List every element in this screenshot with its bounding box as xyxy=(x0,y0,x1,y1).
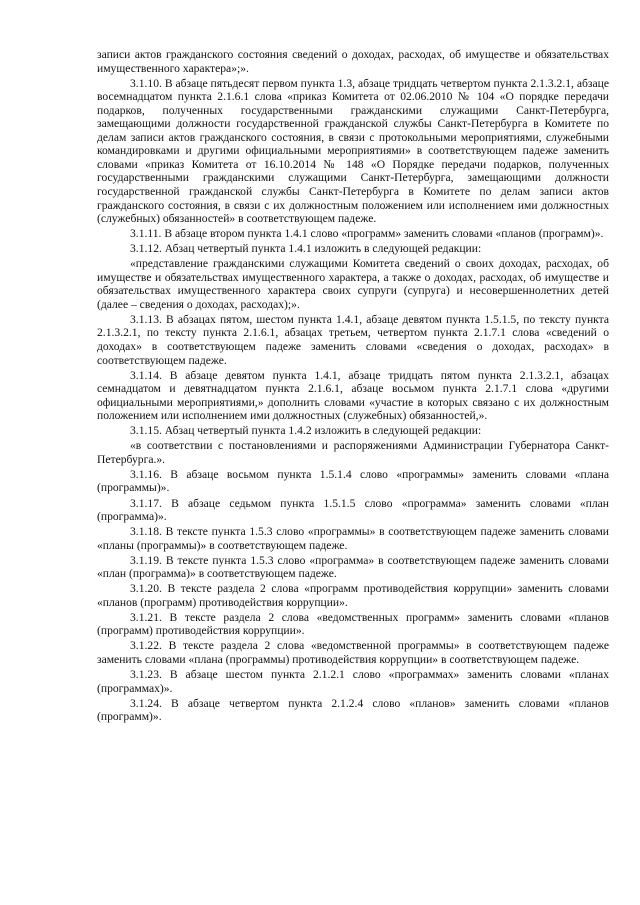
paragraph-3-1-16: 3.1.16. В абзаце восьмом пункта 1.5.1.4 слово «программы» заменить словами «плана (программы)». xyxy=(97,467,609,495)
paragraph-3-1-14: 3.1.14. В абзаце девятом пункта 1.4.1, абзаце тридцать пятом пункта 2.1.3.2.1, абзацах семнадцатом и девятнадцатом пункта 2.1.6.1, абзаце восьмом пункта 2.1.7.1 слова «другими официальными мероприятиями,» дополнить словами «участие в которых связано с их должностным положением или исполнением ими должностных (служебных) обязанностей,». xyxy=(97,368,609,423)
paragraph-3-1-20: 3.1.20. В тексте раздела 2 слова «программ противодействия коррупции» заменить словами «планов (программ) противодействия коррупции». xyxy=(97,582,609,609)
paragraph-3-1-13: 3.1.13. В абзацах пятом, шестом пункта 1.4.1, абзаце девятом пункта 1.5.1.5, по тексту пункта 2.1.3.2.1, по тексту пункта 2.1.6.1, абзацах третьем, четвертом пункта 2.1.7.1 слова «сведений о доходах» в соответствующем падеже заменить словами «сведения о доходах, расходах» в соответствующем падеже. xyxy=(97,312,609,367)
paragraph-3-1-23: 3.1.23. В абзаце шестом пункта 2.1.2.1 слово «программах» заменить словами «планах (программах)». xyxy=(97,668,609,695)
paragraph-3-1-11: 3.1.11. В абзаце втором пункта 1.4.1 слово «программ» заменить словами «планов (программ)». xyxy=(130,227,604,241)
paragraph-3-1-12-quote: «представление гражданскими служащими Комитета сведений о своих доходах, расходах, об имуществе и обязательствах имущественного характера, а также о доходах, расходах, об имуществе и обязательствах имущественного характера своих супруги (супруга) и несовершеннолетних детей (далее – сведения о доходах, расходах);». xyxy=(97,257,609,311)
paragraph-3-1-21: 3.1.21. В тексте раздела 2 слова «ведомственных программ» заменить словами «планов (программ) противодействия коррупции». xyxy=(97,610,609,638)
paragraph-3-1-18: 3.1.18. В тексте пункта 1.5.3 слово «программы» в соответствующем падеже заменить словами «планы (программы)» в соответствующем падеже. xyxy=(97,525,609,552)
paragraph-3-1-22: 3.1.22. В тексте раздела 2 слова «ведомственной программы» в соответствующем падеже заменить словами «плана (программы) противодействия коррупции» в соответствующем падеже. xyxy=(97,639,609,667)
document-body xyxy=(97,48,609,725)
paragraph-3-1-24: 3.1.24. В абзаце четвертом пункта 2.1.2.4 слово «планов» заменить словами «планов (программ)». xyxy=(97,696,609,724)
paragraph-3-1-12: 3.1.12. Абзац четвертый пункта 1.4.1 изложить в следующей редакции: xyxy=(130,242,482,256)
paragraph-3-1-10: 3.1.10. В абзаце пятьдесят первом пункта 1.3, абзаце тридцать четвертом пункта 2.1.3.2.1, абзаце восемнадцатом пункта 2.1.6.1 слова «приказ Комитета от 02.06.2010 № 104 «О порядке передачи подарков, полученных государственными гражданскими служащими Санкт-Петербурга, замещающими должности государственной гражданской службы Санкт-Петербурга в Комитете по делам записи актов гражданского состояния, в связи с протокольными мероприятиями, служебными командировками и другими официальными мероприятиями» в соответствующем падеже заменить словами «приказ Комитета от 16.10.2014 № 148 «О Порядке передачи подарков, полученных государственными гражданскими служащими Санкт-Петербурга, замещающими должности государственной гражданской службы Санкт-Петербурга в Комитете по делам записи актов гражданского состояния, в связи с их должностным положением или исполнением ими должностных (служебных) обязанностей» в соответствующем падеже. xyxy=(97,76,609,226)
paragraph-3-1-17: 3.1.17. В абзаце седьмом пункта 1.5.1.5 слово «программа» заменить словами «план (программа)». xyxy=(97,496,609,524)
paragraph-3-1-15: 3.1.15. Абзац четвертый пункта 1.4.2 изложить в следующей редакции: xyxy=(130,424,482,438)
paragraph-3-1-19: 3.1.19. В тексте пункта 1.5.3 слово «программа» в соответствующем падеже заменить словами «план (программа)» в соответствующем падеже. xyxy=(97,553,609,581)
paragraph-continuation: записи актов гражданского состояния сведений о доходах, расходах, об имуществе и обязательствах имущественного характера»;». xyxy=(97,48,609,75)
paragraph-3-1-15-quote: «в соответствии с постановлениями и распоряжениями Администрации Губернатора Санкт-Петербурга.». xyxy=(97,439,609,466)
